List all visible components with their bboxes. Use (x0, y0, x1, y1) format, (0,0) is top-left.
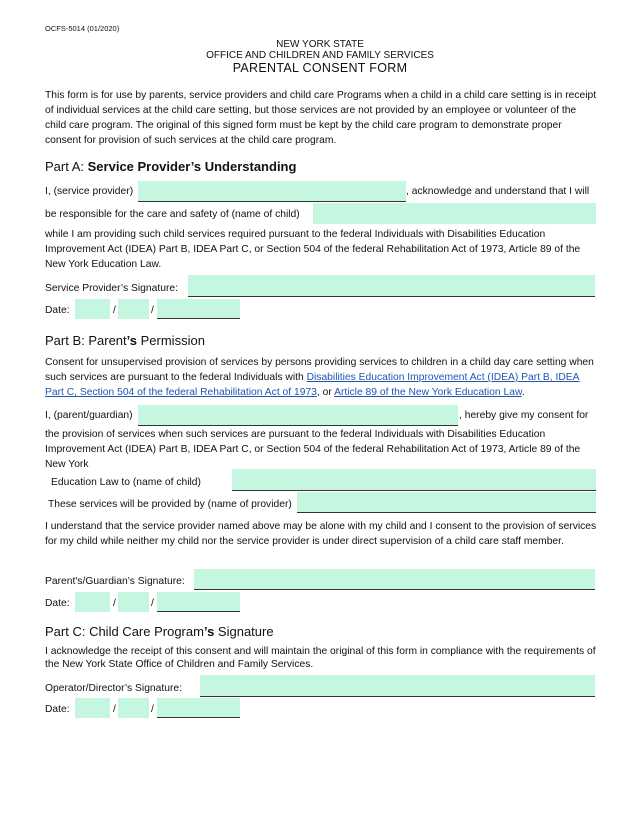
part-c-heading: Part C: Child Care Program’s Signature (45, 624, 274, 639)
child-name-field-a[interactable] (313, 203, 596, 224)
provider-name-label-b: These services will be provided by (name of provider) (48, 499, 292, 510)
idea-act-link[interactable]: Disabilities Education Improvement Act (IDEA) Part B, IDEA Part C, Section 504 of the federal Rehabilitation Act of 1973 (45, 372, 580, 398)
director-signature-label: Operator/Director’s Signature: (45, 683, 182, 694)
child-name-label-a: be responsible for the care and safety of (name of child) (45, 209, 300, 220)
date-month-field-a[interactable] (75, 299, 110, 319)
intro-paragraph: This form is for use by parents, service providers and child care Programs when a child in a child care setting is in receipt of individual services at the child care setting, but those services are not provided by an employee or volunteer of the child care program. The original of this signed form must be kept by the child care program to demonstrate proper consent for provision of such services at the child care program. (45, 90, 597, 146)
date-day-field-c[interactable] (118, 698, 149, 718)
parent-label: I, (parent/guardian) (45, 410, 133, 421)
date-separator: / (151, 305, 154, 316)
date-label-b: Date: (45, 598, 70, 609)
date-separator: / (113, 704, 116, 715)
child-name-label-b: Education Law to (name of child) (51, 477, 201, 488)
part-b-consent-paragraph: Consent for unsupervised provision of services by persons providing services to children in a child day care setting when such services are pursuant to the federal Individuals with Disabilities Education Improvement Act (IDEA) Part B, IDEA Part C, Section 504 of the federal Rehabilitation Act of 1973, or Article 89 of the New York Education Law. (45, 357, 594, 398)
part-b-heading: Part B: Parent’s Permission (45, 333, 205, 348)
provider-signature-field[interactable] (188, 275, 595, 297)
date-month-field-c[interactable] (75, 698, 110, 718)
part-b-body: the provision of services when such services are pursuant to the federal Individuals with Disabilities Education Improvement Act (IDEA) Part B, IDEA Part C, or Section 504 of the federal Rehabilitation Act of 1973, Article 89 of the New York (45, 429, 581, 470)
date-day-field-a[interactable] (118, 299, 149, 319)
date-separator: / (113, 598, 116, 609)
child-name-field-b[interactable] (232, 469, 596, 491)
provider-signature-label: Service Provider’s Signature: (45, 283, 178, 294)
date-day-field-b[interactable] (118, 592, 149, 612)
date-separator: / (113, 305, 116, 316)
provider-label: I, (service provider) (45, 186, 134, 197)
date-label-a: Date: (45, 305, 70, 316)
parent-signature-label: Parent's/Guardian’s Signature: (45, 576, 185, 587)
service-provider-name-field[interactable] (138, 181, 406, 202)
date-year-field-b[interactable] (157, 592, 240, 612)
provider-name-field-b[interactable] (297, 492, 596, 513)
page-title: PARENTAL CONSENT FORM (232, 61, 408, 75)
director-signature-field[interactable] (200, 675, 595, 697)
part-b-understanding: I understand that the service provider named above may be alone with my child and I consent to the provision of services for my child while neither my child nor the service provider is under direct supervision of a child care staff member. (45, 521, 597, 547)
part-c-body: I acknowledge the receipt of this consent and will maintain the original of this form in compliance with the requirements of the New York State Office of Children and Family Services. (45, 646, 596, 670)
parent-signature-field[interactable] (194, 569, 595, 590)
header-state: NEW YORK STATE (276, 39, 364, 50)
education-law-link[interactable]: Article 89 of the New York Education Law (334, 387, 522, 398)
date-year-field-c[interactable] (157, 698, 240, 718)
date-label-c: Date: (45, 704, 70, 715)
date-separator: / (151, 704, 154, 715)
form-number: OCFS-5014 (01/2020) (45, 24, 120, 33)
date-month-field-b[interactable] (75, 592, 110, 612)
header-office: OFFICE AND CHILDREN AND FAMILY SERVICES (206, 50, 434, 61)
date-year-field-a[interactable] (157, 299, 240, 319)
consent-text: , hereby give my consent for (459, 410, 589, 421)
parent-guardian-name-field[interactable] (138, 405, 458, 426)
date-separator: / (151, 598, 154, 609)
part-a-body: while I am providing such child services required pursuant to the federal Individuals with Disabilities Education Improvement Act (IDEA) Part B, IDEA Part C, or Section 504 of the federal Rehabilitation Act of 1973, Article 89 of the New York Education Law. (45, 229, 581, 270)
acknowledge-text: , acknowledge and understand that I will (406, 186, 590, 197)
part-a-heading: Part A: Service Provider’s Understanding (45, 159, 297, 174)
